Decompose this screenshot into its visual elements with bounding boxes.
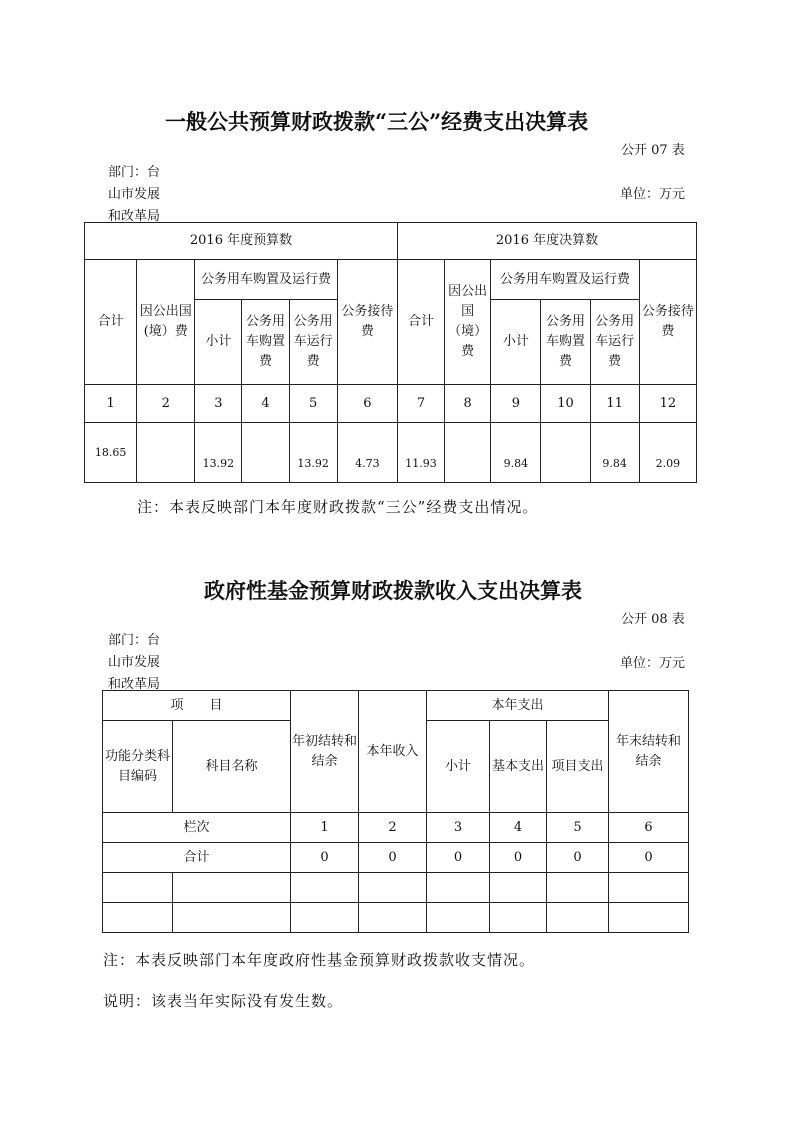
value-abroad-final	[445, 423, 491, 483]
index-cell: 2	[137, 385, 195, 423]
section1-form-number: 公开 07 表	[621, 143, 685, 158]
empty-cell	[173, 903, 291, 933]
header-basic-expense: 基本支出	[490, 721, 547, 813]
empty-cell	[490, 873, 547, 903]
col-vehicle-buy-budget: 公务用车购置费	[242, 300, 289, 385]
empty-cell	[427, 873, 490, 903]
empty-cell	[547, 873, 609, 903]
government-fund-table	[102, 690, 689, 933]
header-project-expense: 项目支出	[547, 721, 609, 813]
section2-unit: 单位：万元	[620, 656, 686, 671]
section2-title: 政府性基金预算财政拨款收入支出决算表	[204, 578, 582, 603]
index-cell: 1	[291, 813, 359, 843]
index-cell: 5	[289, 385, 337, 423]
index-cell: 3	[427, 813, 490, 843]
three-public-expenses-table	[84, 222, 697, 483]
col-vehicle-run-final: 公务用车运行费	[590, 300, 639, 385]
col-reception-final: 公务接待费	[639, 260, 696, 385]
empty-cell	[490, 903, 547, 933]
section1-title: 一般公共预算财政拨款“三公”经费支出决算表	[165, 109, 589, 134]
value-abroad-budget	[137, 423, 195, 483]
table-row	[103, 903, 689, 933]
value-vehicle-buy-final	[541, 423, 590, 483]
total-cell: 0	[359, 843, 427, 873]
value-reception-budget: 4.73	[337, 423, 397, 483]
department-line: 山市发展	[108, 655, 161, 670]
header-opening-balance: 年初结转和结余	[291, 691, 359, 813]
department-line: 部门：台	[108, 633, 161, 648]
col-total-final: 合计	[397, 260, 444, 385]
empty-cell	[609, 903, 689, 933]
col-vehicle-budget: 公务用车购置及运行费	[195, 260, 337, 300]
index-cell: 9	[491, 385, 541, 423]
header-expense: 本年支出	[427, 691, 609, 721]
header-closing-balance: 年末结转和结余	[609, 691, 689, 813]
empty-cell	[359, 873, 427, 903]
budget-header: 2016 年度预算数	[85, 223, 398, 260]
value-reception-final: 2.09	[639, 423, 696, 483]
row-total-label: 合计	[103, 843, 291, 873]
value-total-budget: 18.65	[85, 423, 137, 483]
section1-unit: 单位：万元	[620, 187, 686, 202]
row-index-label: 栏次	[103, 813, 291, 843]
index-cell: 4	[490, 813, 547, 843]
section1-note: 注：本表反映部门本年度财政拨款“三公”经费支出情况。	[137, 498, 539, 516]
col-total-budget: 合计	[85, 260, 137, 385]
index-cell: 6	[337, 385, 397, 423]
index-cell: 10	[541, 385, 590, 423]
empty-cell	[609, 873, 689, 903]
total-cell: 0	[291, 843, 359, 873]
empty-cell	[359, 903, 427, 933]
header-item: 项 目	[103, 691, 291, 721]
empty-cell	[291, 903, 359, 933]
col-vehicle-final: 公务用车购置及运行费	[491, 260, 639, 300]
index-cell: 12	[639, 385, 696, 423]
index-cell: 11	[590, 385, 639, 423]
table-row	[103, 873, 689, 903]
section1-department	[108, 162, 160, 228]
col-reception-budget: 公务接待费	[337, 260, 397, 385]
index-cell: 4	[242, 385, 289, 423]
total-cell: 0	[427, 843, 490, 873]
value-vehicle-run-final: 9.84	[590, 423, 639, 483]
header-expense-subtotal: 小计	[427, 721, 490, 813]
col-vehicle-buy-final: 公务用车购置费	[541, 300, 590, 385]
header-income: 本年收入	[359, 691, 427, 813]
col-abroad-budget: 因公出国(境）费	[137, 260, 195, 385]
department-line: 和改革局	[108, 209, 161, 224]
total-cell: 0	[490, 843, 547, 873]
department-line: 山市发展	[108, 187, 161, 202]
index-cell: 8	[445, 385, 491, 423]
index-cell: 2	[359, 813, 427, 843]
empty-cell	[173, 873, 291, 903]
value-subtotal-final: 9.84	[491, 423, 541, 483]
col-subtotal-final: 小计	[491, 300, 541, 385]
section2-explanation: 说明：该表当年实际没有发生数。	[103, 992, 344, 1010]
department-line: 和改革局	[108, 677, 161, 692]
col-abroad-final: 因公出国（境）费	[445, 260, 491, 385]
section2-department	[108, 630, 160, 696]
final-header: 2016 年度决算数	[397, 223, 696, 260]
empty-cell	[291, 873, 359, 903]
index-cell: 1	[85, 385, 137, 423]
section2-note: 注：本表反映部门本年度政府性基金预算财政拨款收支情况。	[103, 951, 536, 969]
col-subtotal-budget: 小计	[195, 300, 242, 385]
empty-cell	[103, 873, 173, 903]
department-line: 部门：台	[108, 165, 161, 180]
index-cell: 7	[397, 385, 444, 423]
index-cell: 5	[547, 813, 609, 843]
total-cell: 0	[609, 843, 689, 873]
value-vehicle-run-budget: 13.92	[289, 423, 337, 483]
empty-cell	[103, 903, 173, 933]
empty-cell	[547, 903, 609, 933]
total-cell: 0	[547, 843, 609, 873]
value-subtotal-budget: 13.92	[195, 423, 242, 483]
index-cell: 6	[609, 813, 689, 843]
index-cell: 3	[195, 385, 242, 423]
header-function-code: 功能分类科目编码	[103, 721, 173, 813]
section2-form-number: 公开 08 表	[621, 612, 685, 627]
value-vehicle-buy-budget	[242, 423, 289, 483]
header-subject-name: 科目名称	[173, 721, 291, 813]
col-vehicle-run-budget: 公务用车运行费	[289, 300, 337, 385]
value-total-final: 11.93	[397, 423, 444, 483]
empty-cell	[427, 903, 490, 933]
